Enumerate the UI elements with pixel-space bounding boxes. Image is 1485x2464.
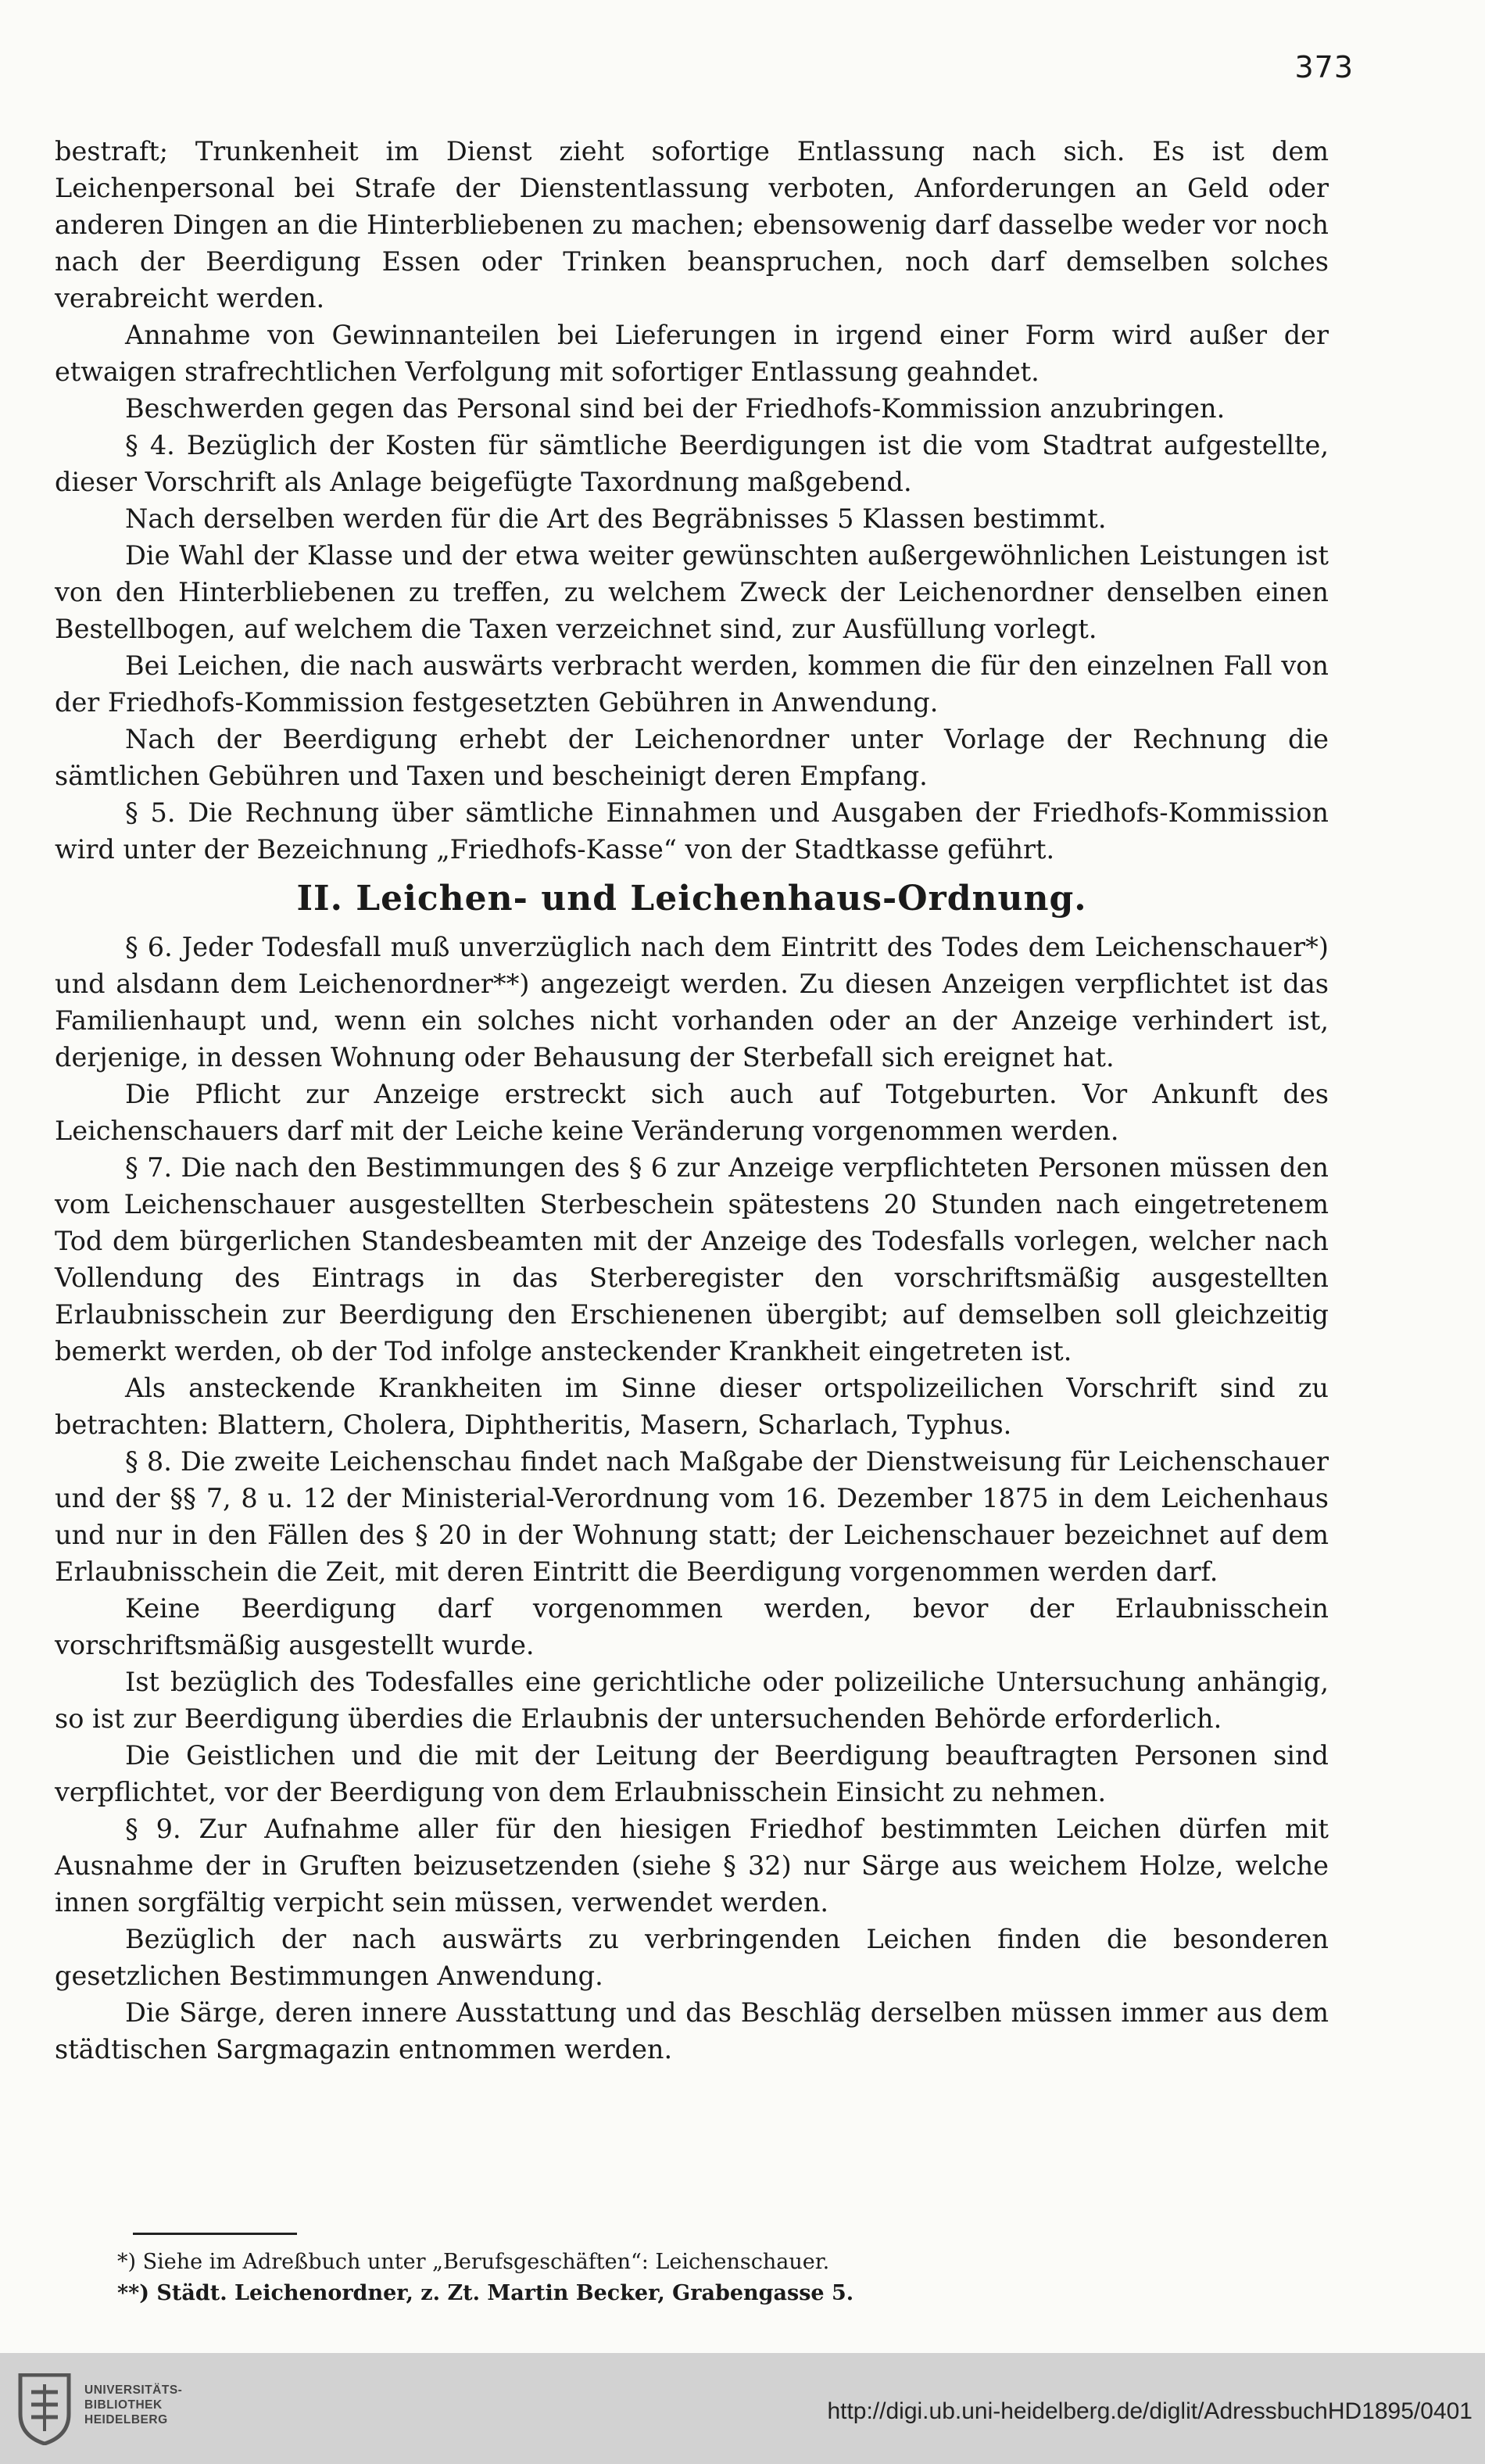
library-seal-icon: [14, 2373, 75, 2445]
paragraph-section-5: § 5. Die Rechnung über sämtliche Einnahmen und Ausgaben der Friedhofs-Kommission wird unter der Bezeichnung „Friedhofs-Kasse“ von der Stadtkasse geführt.: [55, 797, 1329, 865]
paragraph-section-4: § 4. Bezüglich der Kosten für sämtliche Beerdigungen ist die vom Stadtrat aufgestellte, dieser Vorschrift als Anlage beigefügte Taxordnung maßgebend.: [55, 430, 1329, 497]
paragraph: Bezüglich der nach auswärts zu verbringenden Leichen finden die besonderen gesetzlichen Bestimmungen Anwendung.: [55, 1924, 1329, 1991]
paragraph: Bei Leichen, die nach auswärts verbracht werden, kommen die für den einzelnen Fall von der Friedhofs-Kommission festgesetzten Gebühren in Anwendung.: [55, 650, 1329, 718]
paragraph-section-6: § 6. Jeder Todesfall muß unverzüglich nach dem Eintritt des Todes dem Leichenschauer*) und alsdann dem Leichenordner**) angezeigt werden. Zu diesen Anzeigen verpflichtet ist das Familienhaupt und, wenn ein solches nicht vorhanden oder an der Anzeige verhindert ist, derjenige, in dessen Wohnung oder Behausung der Sterbefall sich ereignet hat.: [55, 932, 1329, 1073]
university-library-logo[interactable]: [14, 2370, 209, 2448]
page-body: [55, 133, 1329, 2068]
paragraph: Nach derselben werden für die Art des Begräbnisses 5 Klassen bestimmt.: [125, 503, 1107, 534]
section-heading: II. Leichen- und Leichenhaus-Ordnung.: [296, 879, 1087, 919]
logo-text: [84, 2383, 182, 2427]
paragraph: Die Geistlichen und die mit der Leitung der Beerdigung beauftragten Personen sind verpflichtet, vor der Beerdigung von dem Erlaubnisschein Einsicht zu nehmen.: [55, 1740, 1329, 1807]
paragraph: Die Pflicht zur Anzeige erstreckt sich auch auf Totgeburten. Vor Ankunft des Leichenschauers darf mit der Leiche keine Veränderung vorgenommen werden.: [55, 1079, 1329, 1146]
footnote: **) Städt. Leichenordner, z. Zt. Martin Becker, Grabengasse 5.: [117, 2281, 854, 2305]
paragraph: Die Wahl der Klasse und der etwa weiter gewünschten außergewöhnlichen Leistungen ist von den Hinterbliebenen zu treffen, zu welchem Zweck der Leichenordner denselben einen Bestellbogen, auf welchem die Taxen verzeichnet sind, zur Ausfüllung vorlegt.: [55, 540, 1329, 644]
paragraph: bestraft; Trunkenheit im Dienst zieht sofortige Entlassung nach sich. Es ist dem Leichenpersonal bei Strafe der Dienstentlassung verboten, Anforderungen an Geld oder anderen Dingen an die Hinterbliebenen zu machen; ebensowenig darf dasselbe weder vor noch nach der Beerdigung Essen oder Trinken beanspruchen, noch darf demselben solches verabreicht werden.: [55, 136, 1329, 313]
paragraph: Ist bezüglich des Todesfalles eine gerichtliche oder polizeiliche Untersuchung anhängig, so ist zur Beerdigung überdies die Erlaubnis der untersuchenden Behörde erforderlich.: [55, 1667, 1329, 1734]
paragraph: Beschwerden gegen das Personal sind bei der Friedhofs-Kommission anzubringen.: [125, 393, 1226, 424]
paragraph-section-9: § 9. Zur Aufnahme aller für den hiesigen Friedhof bestimmten Leichen dürfen mit Ausnahme der in Gruften beizusetzenden (siehe § 32) nur Särge aus weichem Holze, welche innen sorgfältig verpicht sein müssen, verwendet werden.: [55, 1814, 1329, 1918]
logo-line: HEIDELBERG: [84, 2413, 168, 2426]
paragraph: Keine Beerdigung darf vorgenommen werden, bevor der Erlaubnisschein vorschriftsmäßig ausgestellt wurde.: [55, 1593, 1329, 1660]
page-number: 373: [1294, 50, 1354, 84]
footnotes: [117, 2247, 1211, 2309]
footnote-divider: [133, 2233, 297, 2235]
footnote: *) Siehe im Adreßbuch unter „Berufsgeschäften“: Leichenschauer.: [117, 2250, 830, 2274]
logo-line: BIBLIOTHEK: [84, 2398, 163, 2412]
paragraph: Annahme von Gewinnanteilen bei Lieferungen in irgend einer Form wird außer der etwaigen strafrechtlichen Verfolgung mit sofortiger Entlassung geahndet.: [55, 320, 1329, 387]
paragraph-section-7: § 7. Die nach den Bestimmungen des § 6 zur Anzeige verpflichteten Personen müssen den vom Leichenschauer ausgestellten Sterbeschein spätestens 20 Stunden nach eingetretenem Tod dem bürgerlichen Standesbeamten mit der Anzeige des Todesfalls vorlegen, welcher nach Vollendung des Eintrags in das Sterberegister den vorschriftsmäßig ausgestellten Erlaubnisschein zur Beerdigung den Erschienenen übergibt; auf demselben soll gleichzeitig bemerkt werden, ob der Tod infolge ansteckender Krankheit eingetreten ist.: [55, 1152, 1329, 1366]
paragraph: Die Särge, deren innere Ausstattung und das Beschläg derselben müssen immer aus dem städtischen Sargmagazin entnommen werden.: [55, 1997, 1329, 2065]
logo-line: UNIVERSITÄTS-: [84, 2383, 183, 2397]
viewer-footer-bar: [0, 2353, 1485, 2464]
source-url-link[interactable]: http://digi.ub.uni-heidelberg.de/diglit/AdressbuchHD1895/0401: [827, 2398, 1472, 2424]
paragraph: Nach der Beerdigung erhebt der Leichenordner unter Vorlage der Rechnung die sämtlichen Gebühren und Taxen und bescheinigt deren Empfang.: [55, 724, 1329, 791]
paragraph: Als ansteckende Krankheiten im Sinne dieser ortspolizeilichen Vorschrift sind zu betrachten: Blattern, Cholera, Diphtheritis, Masern, Scharlach, Typhus.: [55, 1373, 1329, 1440]
paragraph-section-8: § 8. Die zweite Leichenschau findet nach Maßgabe der Dienstweisung für Leichenschauer und der §§ 7, 8 u. 12 der Ministerial-Verordnung vom 16. Dezember 1875 in dem Leichenhaus und nur in den Fällen des § 20 in der Wohnung statt; der Leichenschauer bezeichnet auf dem Erlaubnisschein die Zeit, mit deren Eintritt die Beerdigung vorgenommen werden darf.: [55, 1446, 1329, 1587]
